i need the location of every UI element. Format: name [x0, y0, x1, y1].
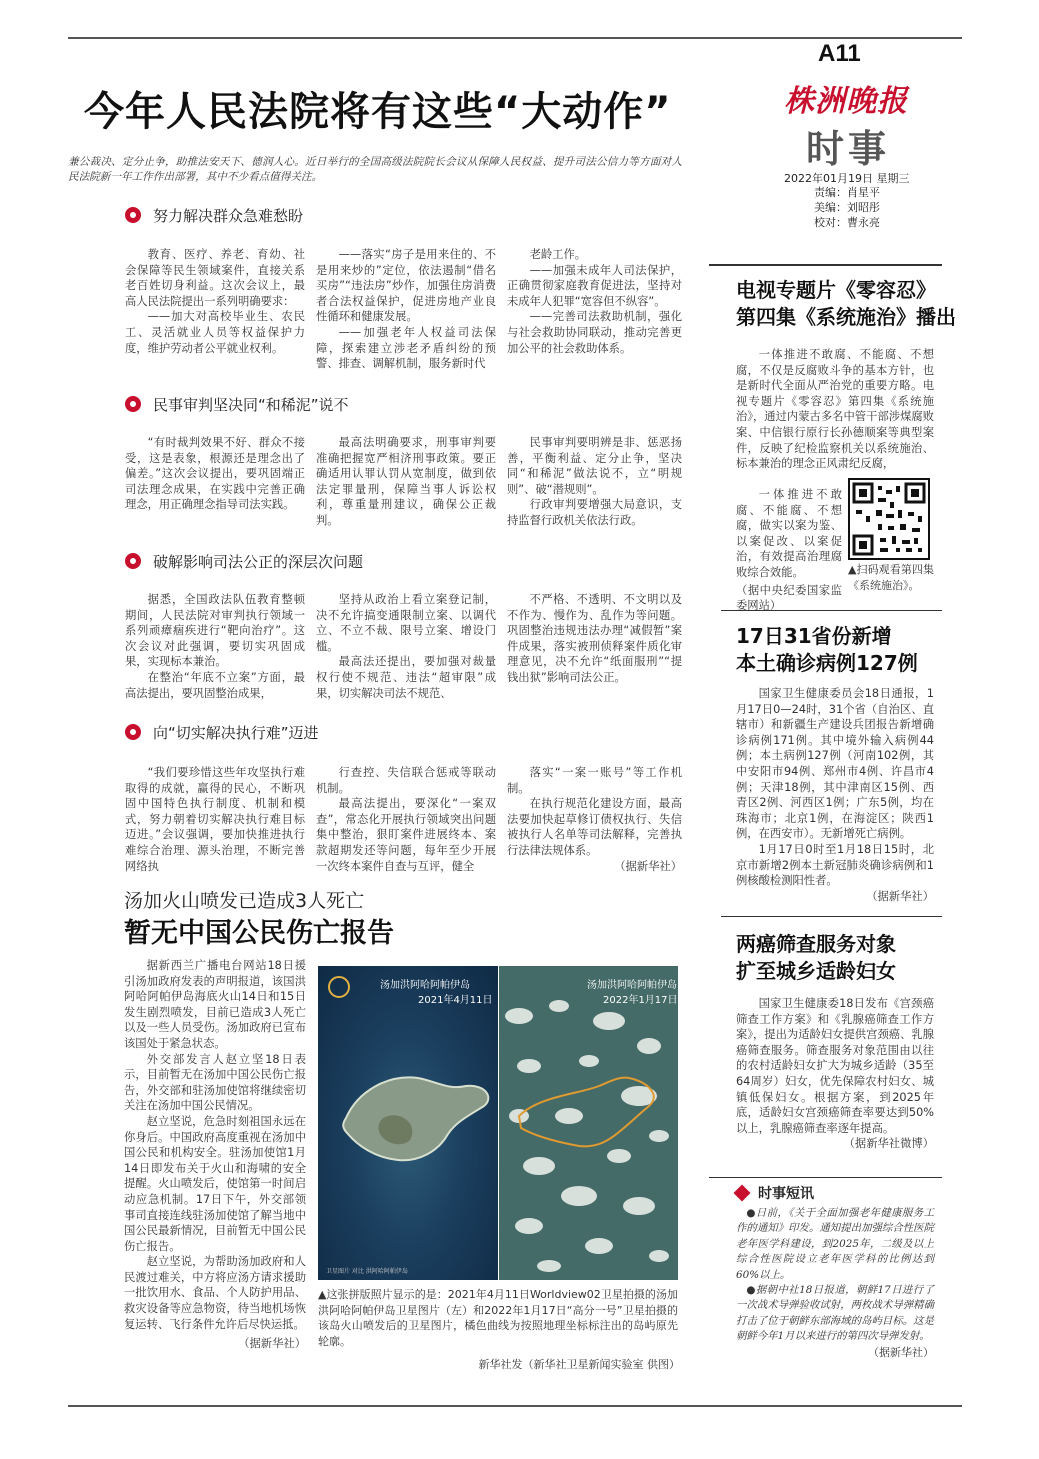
masthead-proofreader: 校对：曹永亮 — [814, 216, 880, 229]
photo-caption: ▲这张拼版照片显示的是：2021年4月11日Worldview02卫星拍摄的汤加洪阿哈阿帕伊岛卫星图片（左）和2022年1月17日“高分一号”卫星拍摄的该岛火山喷发后的卫星图片，橘色曲线为按照地理坐标标注出的岛屿原先轮廓。 — [318, 1288, 678, 1348]
qr-code-icon — [848, 478, 930, 560]
satellite-photo-right — [499, 966, 678, 1280]
section-heading-text: 努力解决群众急难愁盼 — [153, 206, 304, 225]
briefs-label: 时事短讯 — [758, 1186, 814, 1202]
brief-diamond-icon — [734, 1185, 751, 1202]
tonga-source: （据新华社） — [238, 1337, 306, 1351]
section-heading-text: 向“切实解决执行难”迈进 — [153, 723, 319, 742]
s4-col3: 落实“一案一账号”等工作机制。 在执行规范化建设方面，最高法要加快起草修订债权执行、失信被执行人名单等司法解释，完善执行法律法规体系。 （据新华社） — [507, 766, 682, 873]
tonga-body: 据新西兰广播电台网站18日援引汤加政府发表的声明报道，该国洪阿哈阿帕伊岛海底火山14日和15日发生剧烈喷发，目前已造成3人死亡以及一些人员受伤。汤加政府已宣布该国处于紧急状态。 外交部发言人赵立坚18日表示，目前暂无在汤加中国公民伤亡报告，外交部和驻汤加使馆将继续密切关注在汤加中国公民情况。 赵立坚说，危急时刻祖国永远在你身后。中国政府高度重视在汤加中国公民和机构安全。驻汤加使馆1月14日即发布关于火山和海啸的安全提醒。火山喷发后，使馆第一时间启动应急机制。17日下午，外交部领事司直接连线驻汤加使馆了解当地中国公民最新情况，目前暂无中国公民伤亡报告。 赵立坚说，为帮助汤加政府和人民渡过难关，中方将应汤方请求援助一批饮用水、食品、个人防护用品、救灾设备等应急物资，待当地机场恢复运转、飞行条件允许后尽快运抵。 （据新华社） — [124, 959, 306, 1351]
s1-col3: 老龄工作。 ——加强未成年人司法保护，正确贯彻家庭教育促进法，坚持对未成年人犯罪“宽容但不纵容”。 ——完善司法救助机制，强化与社会救助协同联动，推动完善更加公平的社会救助体系。 — [507, 248, 682, 355]
tonga-title: 暂无中国公民伤亡报告 — [124, 918, 394, 949]
cloud-cover-map — [499, 966, 678, 1280]
section-bullet-icon — [125, 553, 141, 569]
bottom-rule — [68, 1405, 962, 1407]
covid-title-2: 本土确诊病例127例 — [736, 651, 918, 675]
section-heading-1 — [125, 204, 303, 226]
photo-right-date: 2022年1月17日 — [603, 995, 678, 1006]
main-headline: 今年人民法院将有这些“大动作” — [84, 89, 672, 135]
section-bullet-icon — [125, 724, 141, 740]
brief-item-2: ●据朝中社18日报道，朝鲜17日进行了一次战术导弹验收试射，两枚战术导弹精确打击了位于朝鲜东部海域的岛屿目标。这是朝鲜今年1月以来进行的第四次导弹发射。 — [736, 1284, 934, 1343]
tv-source: （据中央纪委国家监委网站） — [736, 583, 842, 613]
brief-item-1: ●日前，《关于全面加强老年健康服务工作的通知》印发。通知提出加强综合性医院老年医学科建设，到2025年，二级及以上综合性医院设立老年医学科的比例达到60%以上。 — [736, 1207, 934, 1281]
tv-title-2: 第四集《系统施治》播出 — [736, 305, 956, 329]
s2-col2: 最高法明确要求，刑事审判要准确把握宽严相济刑事政策。要正确适用认罪认罚从宽制度，做到依法定罪量刑，保障当事人诉讼权利，尊重量刑建议，确保公正裁判。 — [316, 436, 496, 527]
tonga-subtitle: 汤加火山喷发已造成3人死亡 — [124, 890, 365, 912]
s1-col2: ——落实“房子是用来住的、不是用来炒的”定位，依法遏制“借名买房”“违法房”炒作，加强住房消费者合法权益保护，促进房地产业良性循环和健康发展。 ——加强老年人权益司法保障，探索建立涉老矛盾纠纷的预警、排查、调解机制，服务新时代 — [316, 248, 496, 371]
covid-source: （据新华社） — [866, 889, 934, 903]
top-rule — [68, 37, 962, 39]
section-bullet-icon — [125, 207, 141, 223]
qr-pattern — [850, 480, 928, 558]
main-source: （据新华社） — [614, 859, 682, 873]
cancer-body: 国家卫生健康委18日发布《宫颈癌筛查工作方案》和《乳腺癌筛查工作方案》，提出为适龄妇女提供宫颈癌、乳腺癌筛查服务。筛查服务对象范围由以往的农村适龄妇女扩大为城乡适龄（35至64周岁）妇女，优先保障农村妇女、城镇低保妇女。根据方案，到2025年底，适龄妇女宫颈癌筛查率要达到50%以上，乳腺癌筛查率逐年提高。 （据新华社微博） — [736, 997, 934, 1151]
qr-caption: ▲扫码观看第四集《系统施治》。 — [848, 563, 934, 592]
right-sep-4 — [709, 1177, 942, 1178]
s2-col3: 民事审判要明辨是非、惩恶扬善，平衡利益、定分止争，坚决同“和稀泥”做法说不，立“明规则”、破“潜规则”。 行政审判要增强大局意识，支持监督行政机关依法行政。 — [507, 436, 682, 527]
covid-title-1: 17日31省份新增 — [736, 624, 892, 648]
cancer-source: （据新华社微博） — [843, 1137, 934, 1151]
s3-col2: 坚持从政治上看立案登记制，决不允许搞变通限制立案、以调代立、不立不裁、限号立案、增设门槛。 最高法还提出，要加强对裁量权行使不规范、违法“超审限”成果，切实解决司法不规范、 — [316, 593, 496, 700]
s4-col2: 行查控、失信联合惩戒等联动机制。 最高法提出，要深化“一案双查”，常态化开展执行领域突出问题集中整治，狠盯案件进展终本、案款超期发还等问题，每年至少开展一次终本案件自查与互评，健全 — [316, 766, 496, 873]
section-heading-text: 民事审判坚决同“和稀泥”说不 — [153, 395, 349, 414]
cancer-title-2: 扩至城乡适龄妇女 — [736, 959, 896, 983]
photo-credit: 新华社发（新华社卫星新闻实验室 供图） — [478, 1358, 680, 1371]
masthead-editor: 责编：肖星平 — [814, 186, 880, 199]
right-sep-1 — [709, 264, 942, 266]
section-bullet-icon — [125, 396, 141, 412]
satellite-photo-left — [318, 966, 498, 1280]
section-name: 时事 — [806, 126, 891, 171]
briefs-body — [736, 1206, 934, 1360]
briefs-header — [736, 1183, 814, 1203]
s3-col1: 据悉，全国政法队伍教育整顿期间，人民法院对审判执行领域一系列顽瘴痼疾进行“靶向治疗”。这次会议对此强调，要切实巩固成果，实现标本兼治。 在整治“年底不立案”方面，最高法提出，要巩固整治成果， — [125, 593, 305, 700]
photo-left-label: 汤加洪阿哈阿帕伊岛 — [380, 980, 470, 991]
tv-body-narrow: 一体推进不敢腐、不能腐、不想腐，做实以案为鉴、以案促改、以案促治，有效提高治理腐败综合效能。 （据中央纪委国家监委网站） — [736, 488, 842, 613]
right-sep-3 — [721, 916, 942, 917]
tv-title-1: 电视专题片《零容忍》 — [736, 278, 936, 302]
cancer-title-1: 两癌筛查服务对象 — [736, 932, 896, 956]
s3-col3: 不严格、不透明、不文明以及不作为、慢作为、乱作为等问题。巩固整治违规违法办理“减假暂”案件成果，落实被刑侦释案件质化审理意见，决不允许“纸面服刑”“提钱出狱”影响司法公正。 — [507, 593, 682, 684]
island-map — [318, 966, 498, 1280]
section-heading-2 — [125, 393, 349, 415]
section-heading-4 — [125, 721, 319, 743]
covid-body: 国家卫生健康委员会18日通报，1月17日0—24时，31个省（自治区、直辖市）和新疆生产建设兵团报告新增确诊病例171例。其中境外输入病例44例；本土病例127例（河南102例，其中安阳市94例、郑州市4例、许昌市4例；天津18例，其中津南区15例、西青区2例、河西区1例；广东5例，均在珠海市；北京1例，在海淀区；陕西1例，在西安市）。无新增死亡病例。 1月17日0时至1月18日15时，北京市新增2例本土新冠肺炎确诊病例和1例核酸检测阳性者。 （据新华社） — [736, 687, 934, 903]
s4-col1: “我们要珍惜这些年攻坚执行难取得的成就，赢得的民心，不断巩固中国特色执行制度、机制和模式，努力朝着切实解决执行难目标迈进。”会议强调，要加快推进执行难综合治理、源头治理，不断完善网络执 — [125, 766, 305, 873]
section-heading-3 — [125, 550, 363, 572]
briefs-source: （据新华社） — [868, 1345, 934, 1359]
photo-right-label: 汤加洪阿哈阿帕伊岛 — [587, 980, 677, 991]
section-heading-text: 破解影响司法公正的深层次问题 — [153, 552, 364, 571]
masthead-date: 2022年01月19日 星期三 — [784, 172, 910, 185]
tv-body: 一体推进不敢腐、不能腐、不想腐，不仅是反腐败斗争的基本方针，也是新时代全面从严治党的重要方略。电视专题片《零容忍》第四集《系统施治》，通过内蒙古多名中管干部涉煤腐败案、中信银行原行长孙德顺案等典型案件，反映了纪检监察机关以系统施治、标本兼治的理念正风肃纪反腐， — [736, 348, 934, 471]
s2-col1: “有时裁判效果不好、群众不接受，这是表象，根源还是理念出了偏差。”这次会议提出，要巩固端正司法理念成果，在实践中完善正确理念，用正确理念指导司法实践。 — [125, 436, 305, 512]
page-number: A11 — [818, 40, 861, 67]
main-lead: 兼公裁决、定分止争，助推法安天下、德润人心。近日举行的全国高级法院院长会议从保障人民权益、提升司法公信力等方面对人民法院新一年工作作出部署，其中不少看点值得关注。 — [68, 156, 682, 184]
photo-footer: 卫星图片 对比 洪阿哈阿帕伊岛 — [326, 1268, 408, 1275]
photo-left-date: 2021年4月11日 — [418, 995, 493, 1006]
paper-logo: 株洲晚报 — [784, 84, 908, 119]
masthead-designer: 美编：刘昭彤 — [814, 201, 880, 214]
satellite-logo-icon — [328, 976, 350, 998]
s1-col1: 教育、医疗、养老、育幼、社会保障等民生领域案件，直接关系老百姓切身利益。这次会议上，最高人民法院提出一系列明确要求： ——加大对高校毕业生、农民工、灵活就业人员等权益保护力度，维护劳动者公平就业权利。 — [125, 248, 305, 355]
